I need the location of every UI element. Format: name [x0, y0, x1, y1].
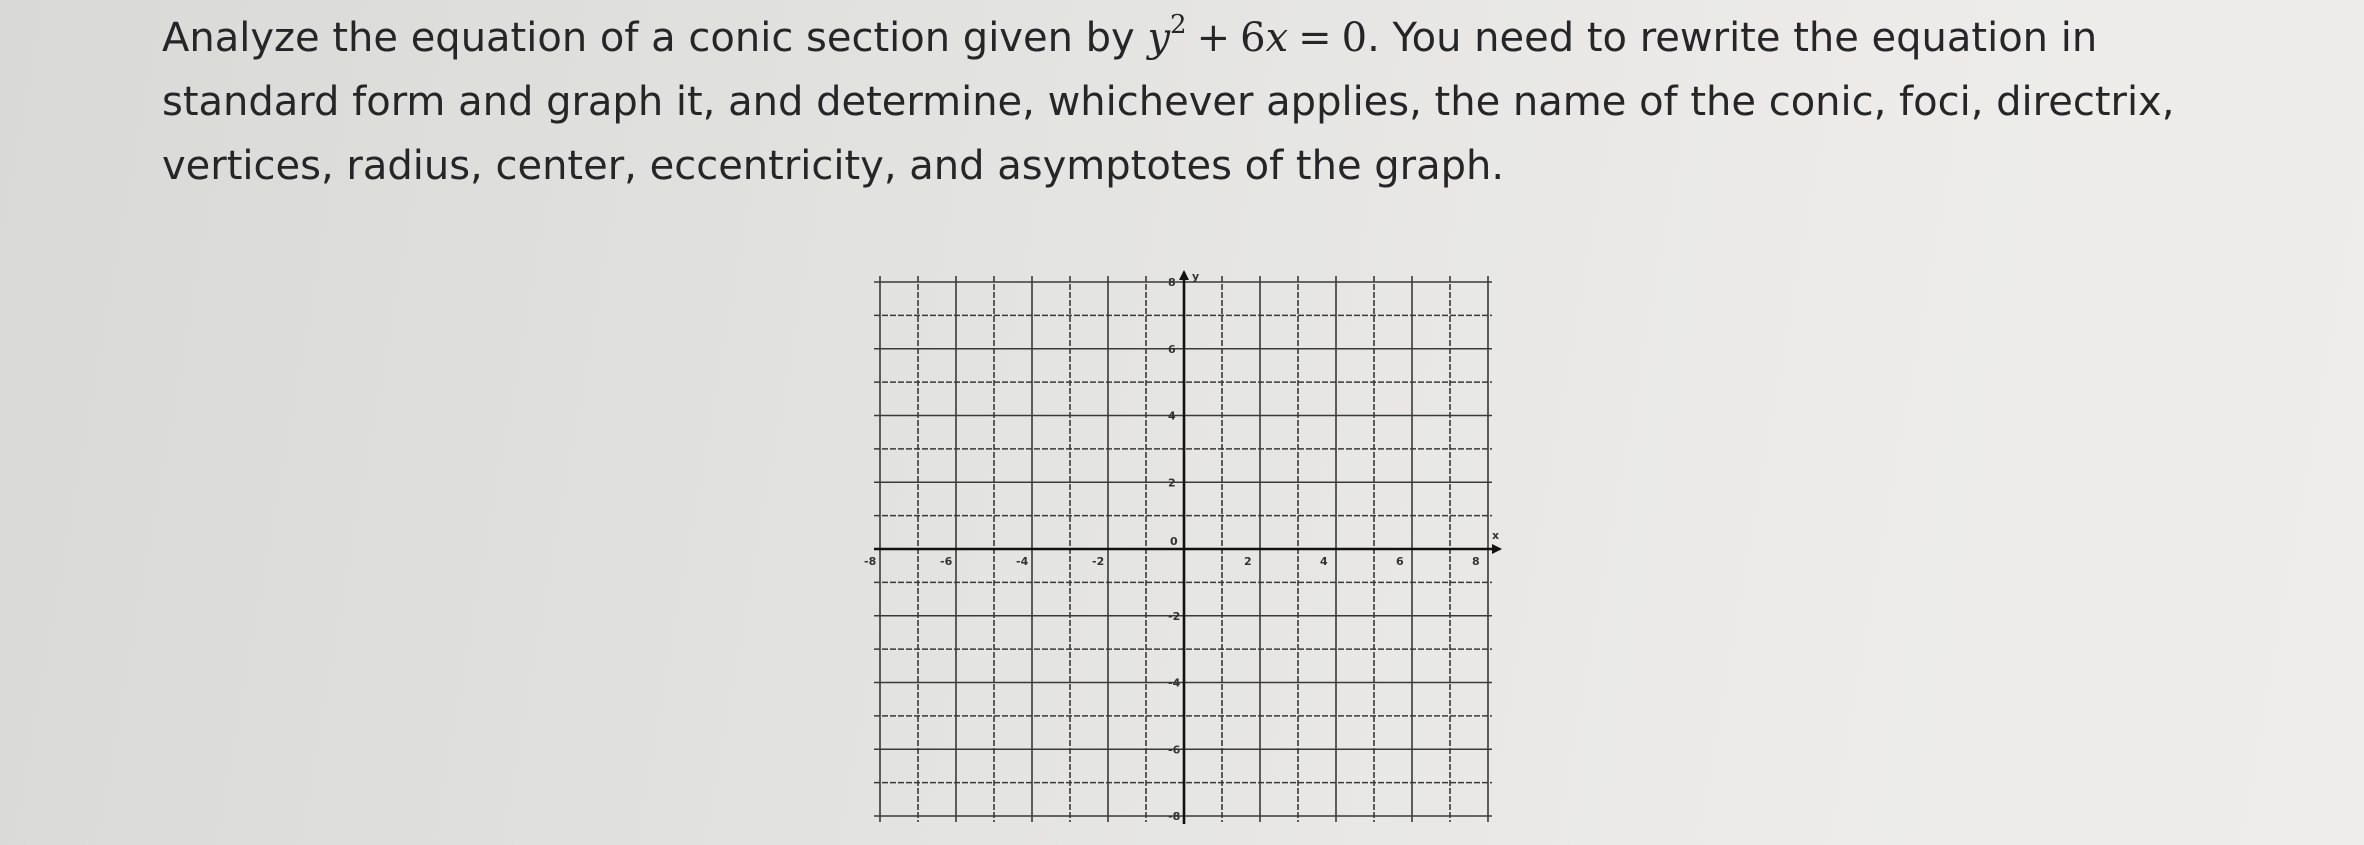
question-intro: Analyze the equation of a conic section given by: [162, 15, 1148, 61]
y-tick-label: 4: [1168, 409, 1176, 423]
x-tick-label: -4: [1016, 555, 1029, 568]
question-instructions: . You need to rewrite the equation in standard form and graph it, and determine, whichever applies, the name of the conic, foci, directrix, vertices, radius, center, eccentricity, and asymptotes of the graph.: [162, 15, 2175, 189]
y-tick-label: 6: [1168, 342, 1176, 356]
equation-plus: +: [1196, 15, 1231, 61]
equation-coefficient: 6: [1240, 15, 1266, 61]
y-axis-arrow-icon: [1179, 270, 1189, 280]
x-axis-label: x: [1492, 529, 1500, 542]
y-tick-label: -4: [1168, 676, 1181, 690]
equation-y: y: [1147, 15, 1171, 61]
coordinate-grid[interactable]: [864, 268, 1508, 828]
tick-labels: [864, 270, 1499, 823]
x-tick-label: -8: [864, 555, 877, 568]
origin-label: 0: [1170, 535, 1178, 548]
equation-x: x: [1265, 15, 1289, 61]
conic-equation: [1147, 10, 1368, 61]
y-tick-label: -2: [1168, 609, 1181, 623]
equation-zero: 0: [1341, 15, 1368, 61]
y-tick-label: -6: [1168, 743, 1181, 757]
equation-exponent: 2: [1170, 10, 1187, 40]
y-axis-label: y: [1192, 270, 1200, 283]
equation-equals: =: [1298, 15, 1332, 61]
y-tick-label: 2: [1168, 476, 1176, 490]
axes: [874, 270, 1502, 824]
y-tick-label: 8: [1168, 276, 1176, 289]
x-tick-label: 6: [1396, 555, 1404, 568]
y-tick-label: -8: [1168, 810, 1181, 823]
x-tick-label: -2: [1092, 555, 1105, 568]
x-axis-arrow-icon: [1492, 544, 1502, 554]
x-tick-label: 2: [1244, 555, 1252, 568]
x-tick-label: 8: [1472, 555, 1480, 568]
x-tick-label: 4: [1320, 555, 1328, 568]
question-text: [162, 6, 2222, 198]
x-tick-label: -6: [940, 555, 953, 568]
